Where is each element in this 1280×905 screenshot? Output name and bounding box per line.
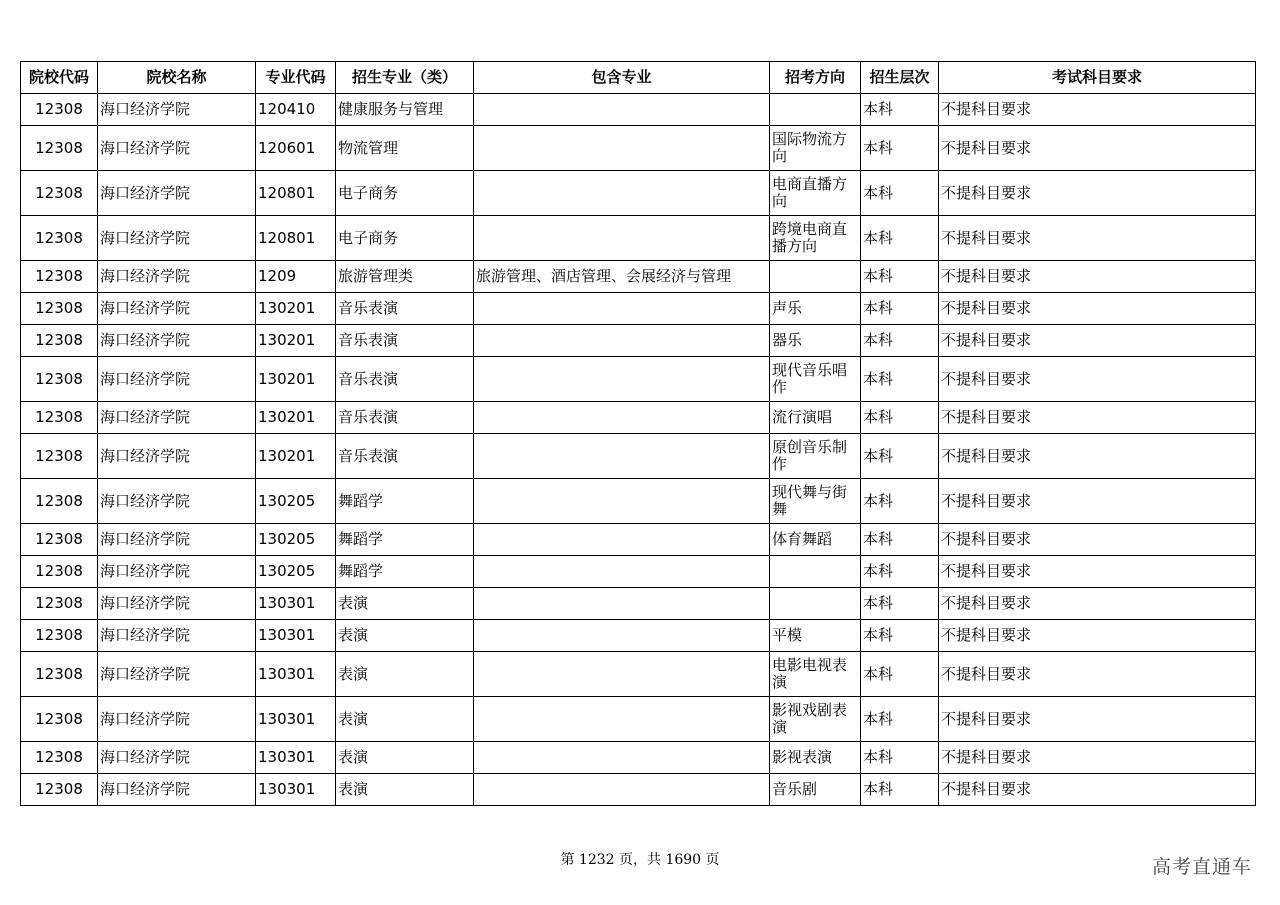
cell-includes [474,434,770,479]
cell-major: 表演 [336,652,474,697]
cell-school-code: 12308 [21,652,98,697]
cell-major: 音乐表演 [336,325,474,357]
cell-requirement: 不提科目要求 [939,126,1256,171]
cell-school-name: 海口经济学院 [98,94,256,126]
cell-requirement: 不提科目要求 [939,524,1256,556]
cell-direction: 影视戏剧表演 [770,697,861,742]
cell-includes [474,126,770,171]
table-row [21,479,1256,524]
cell-level: 本科 [861,620,939,652]
table-row [21,556,1256,588]
cell-level: 本科 [861,524,939,556]
page-number: 第 1232 页，共 1690 页 [560,852,720,868]
cell-direction: 现代音乐唱作 [770,357,861,402]
cell-level: 本科 [861,434,939,479]
cell-major: 音乐表演 [336,293,474,325]
cell-direction: 器乐 [770,325,861,357]
cell-school-name: 海口经济学院 [98,293,256,325]
cell-includes [474,524,770,556]
cell-direction: 声乐 [770,293,861,325]
cell-school-name: 海口经济学院 [98,697,256,742]
cell-requirement: 不提科目要求 [939,293,1256,325]
cell-major: 表演 [336,742,474,774]
cell-major-code: 130201 [256,357,336,402]
cell-requirement: 不提科目要求 [939,402,1256,434]
cell-level: 本科 [861,556,939,588]
table-row [21,588,1256,620]
cell-level: 本科 [861,742,939,774]
cell-requirement: 不提科目要求 [939,588,1256,620]
cell-major-code: 130301 [256,588,336,620]
cell-includes [474,620,770,652]
cell-school-code: 12308 [21,697,98,742]
watermark-logo-text: 高考直通车 [1151,856,1252,878]
cell-school-name: 海口经济学院 [98,402,256,434]
cell-school-code: 12308 [21,588,98,620]
cell-requirement: 不提科目要求 [939,357,1256,402]
cell-includes [474,588,770,620]
cell-school-name: 海口经济学院 [98,588,256,620]
cell-level: 本科 [861,652,939,697]
cell-requirement: 不提科目要求 [939,652,1256,697]
cell-major: 表演 [336,774,474,806]
cell-major: 舞蹈学 [336,556,474,588]
cell-school-code: 12308 [21,742,98,774]
cell-direction: 平模 [770,620,861,652]
cell-requirement: 不提科目要求 [939,697,1256,742]
cell-school-name: 海口经济学院 [98,524,256,556]
cell-major: 电子商务 [336,171,474,216]
cell-major-code: 120801 [256,216,336,261]
cell-includes: 旅游管理、酒店管理、会展经济与管理 [474,261,770,293]
cell-major: 舞蹈学 [336,524,474,556]
cell-major-code: 130301 [256,774,336,806]
cell-major: 表演 [336,697,474,742]
cell-major: 健康服务与管理 [336,94,474,126]
cell-major: 舞蹈学 [336,479,474,524]
table-row [21,620,1256,652]
cell-direction [770,94,861,126]
cell-major-code: 130201 [256,402,336,434]
admission-table-container [20,61,1255,806]
header-school-code: 院校代码 [21,62,98,94]
cell-school-code: 12308 [21,434,98,479]
header-school-name: 院校名称 [98,62,256,94]
table-row [21,742,1256,774]
table-row [21,434,1256,479]
cell-includes [474,357,770,402]
cell-requirement: 不提科目要求 [939,216,1256,261]
cell-level: 本科 [861,402,939,434]
cell-major: 旅游管理类 [336,261,474,293]
cell-major-code: 130201 [256,434,336,479]
cell-requirement: 不提科目要求 [939,556,1256,588]
cell-level: 本科 [861,588,939,620]
cell-requirement: 不提科目要求 [939,171,1256,216]
admission-table [20,61,1256,806]
cell-major: 音乐表演 [336,357,474,402]
cell-level: 本科 [861,357,939,402]
cell-direction: 跨境电商直播方向 [770,216,861,261]
cell-school-name: 海口经济学院 [98,652,256,697]
cell-school-code: 12308 [21,524,98,556]
cell-requirement: 不提科目要求 [939,620,1256,652]
cell-includes [474,774,770,806]
cell-level: 本科 [861,479,939,524]
cell-requirement: 不提科目要求 [939,774,1256,806]
cell-major: 表演 [336,620,474,652]
cell-level: 本科 [861,94,939,126]
cell-school-code: 12308 [21,620,98,652]
cell-level: 本科 [861,216,939,261]
cell-level: 本科 [861,126,939,171]
cell-direction: 音乐剧 [770,774,861,806]
cell-school-name: 海口经济学院 [98,434,256,479]
cell-major-code: 1209 [256,261,336,293]
cell-school-name: 海口经济学院 [98,620,256,652]
cell-school-code: 12308 [21,293,98,325]
table-row [21,402,1256,434]
cell-school-code: 12308 [21,216,98,261]
cell-includes [474,697,770,742]
cell-school-code: 12308 [21,261,98,293]
header-direction: 招考方向 [770,62,861,94]
table-row [21,652,1256,697]
cell-direction: 影视表演 [770,742,861,774]
cell-major-code: 130301 [256,742,336,774]
cell-level: 本科 [861,325,939,357]
cell-school-name: 海口经济学院 [98,479,256,524]
table-row [21,126,1256,171]
header-requirement: 考试科目要求 [939,62,1256,94]
cell-major-code: 130201 [256,293,336,325]
header-includes: 包含专业 [474,62,770,94]
table-row [21,325,1256,357]
cell-school-name: 海口经济学院 [98,325,256,357]
cell-school-code: 12308 [21,357,98,402]
cell-includes [474,479,770,524]
cell-includes [474,171,770,216]
cell-direction: 原创音乐制作 [770,434,861,479]
cell-includes [474,325,770,357]
cell-school-code: 12308 [21,774,98,806]
table-body [21,94,1256,806]
cell-school-name: 海口经济学院 [98,126,256,171]
cell-level: 本科 [861,697,939,742]
cell-includes [474,652,770,697]
cell-includes [474,94,770,126]
header-major: 招生专业（类） [336,62,474,94]
cell-school-name: 海口经济学院 [98,742,256,774]
table-row [21,216,1256,261]
table-row [21,171,1256,216]
table-row [21,697,1256,742]
cell-major-code: 120801 [256,171,336,216]
cell-direction [770,588,861,620]
cell-includes [474,402,770,434]
cell-school-code: 12308 [21,171,98,216]
cell-major-code: 130301 [256,620,336,652]
cell-school-code: 12308 [21,479,98,524]
cell-direction: 现代舞与街舞 [770,479,861,524]
cell-major-code: 130205 [256,479,336,524]
cell-direction: 电影电视表演 [770,652,861,697]
header-level: 招生层次 [861,62,939,94]
cell-school-name: 海口经济学院 [98,357,256,402]
header-major-code: 专业代码 [256,62,336,94]
cell-direction [770,556,861,588]
cell-requirement: 不提科目要求 [939,94,1256,126]
cell-major: 电子商务 [336,216,474,261]
cell-direction: 体育舞蹈 [770,524,861,556]
cell-school-name: 海口经济学院 [98,216,256,261]
cell-level: 本科 [861,261,939,293]
cell-level: 本科 [861,774,939,806]
table-row [21,94,1256,126]
cell-direction: 流行演唱 [770,402,861,434]
cell-includes [474,293,770,325]
cell-requirement: 不提科目要求 [939,742,1256,774]
cell-includes [474,556,770,588]
cell-school-code: 12308 [21,556,98,588]
cell-direction [770,261,861,293]
cell-level: 本科 [861,171,939,216]
cell-major: 物流管理 [336,126,474,171]
cell-direction: 国际物流方向 [770,126,861,171]
cell-school-code: 12308 [21,126,98,171]
cell-major-code: 120410 [256,94,336,126]
cell-major-code: 130205 [256,556,336,588]
cell-requirement: 不提科目要求 [939,479,1256,524]
cell-requirement: 不提科目要求 [939,325,1256,357]
cell-major: 表演 [336,588,474,620]
cell-requirement: 不提科目要求 [939,261,1256,293]
cell-major-code: 130201 [256,325,336,357]
cell-includes [474,742,770,774]
cell-major: 音乐表演 [336,434,474,479]
cell-direction: 电商直播方向 [770,171,861,216]
cell-school-name: 海口经济学院 [98,774,256,806]
table-header-row [21,62,1256,94]
cell-school-code: 12308 [21,325,98,357]
table-row [21,524,1256,556]
cell-major-code: 130301 [256,652,336,697]
table-row [21,293,1256,325]
table-row [21,774,1256,806]
cell-school-name: 海口经济学院 [98,261,256,293]
cell-school-code: 12308 [21,94,98,126]
cell-school-name: 海口经济学院 [98,171,256,216]
cell-requirement: 不提科目要求 [939,434,1256,479]
table-row [21,261,1256,293]
cell-major-code: 130301 [256,697,336,742]
cell-major: 音乐表演 [336,402,474,434]
cell-school-code: 12308 [21,402,98,434]
cell-school-name: 海口经济学院 [98,556,256,588]
table-row [21,357,1256,402]
cell-major-code: 120601 [256,126,336,171]
cell-includes [474,216,770,261]
cell-major-code: 130205 [256,524,336,556]
cell-level: 本科 [861,293,939,325]
